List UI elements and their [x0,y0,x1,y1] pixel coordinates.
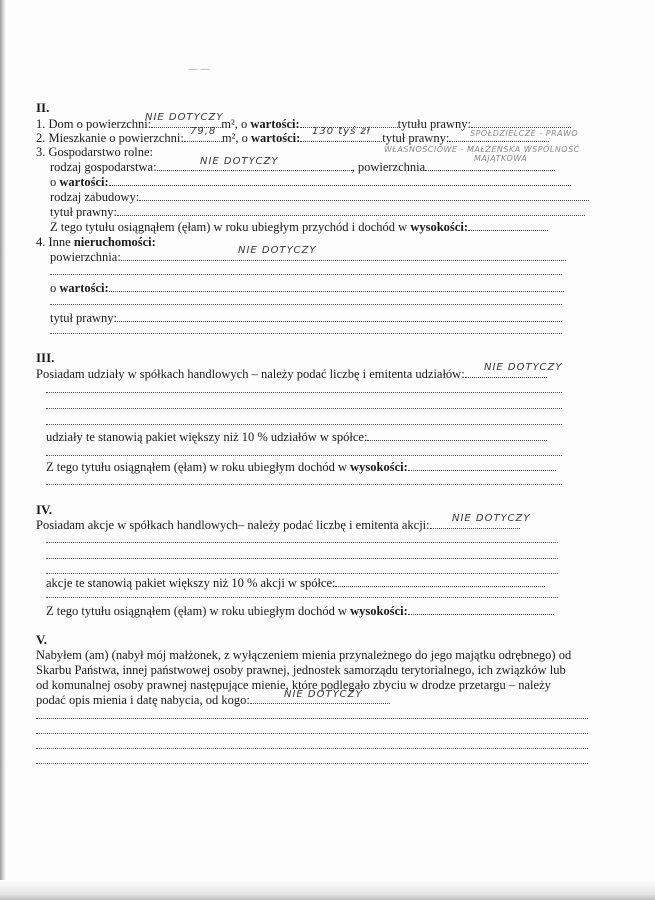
item-3-note-handwriting-2: MAJĄTKOWA [474,154,528,163]
section-iii-line-1: Posiadam udziały w spółkach handlowych – należy podać liczbę i emitenta udziałów: [36,367,547,381]
section-iv-blank-2 [46,558,558,559]
item-3-farm-type-handwriting: NIE DOTYCZY [200,156,279,167]
item-3-buildings-line [50,190,589,204]
section-ii-heading: II. [36,100,50,115]
section-iii-line-2: udziały te stanowią pakiet większy niż 10 % udziałów w spółce: [46,430,547,444]
section-iii-blank-2 [46,408,562,409]
item-4-title-line [50,311,562,325]
section-v-blank-1 [36,718,588,719]
item-3-area-label: , powierzchnia [351,160,426,174]
section-v-handwriting: NIE DOTYCZY [284,689,363,700]
section-iv-heading: IV. [36,502,53,517]
item-3-farm-type-label: rodzaj gospodarstwa: [50,160,157,174]
section-iii-blank-1 [46,392,562,393]
item-2-title-handwriting: SPÓŁDZIELCZE - PRAWO [470,129,579,138]
item-1-handwriting: NIE DOTYCZY [145,112,224,123]
item-4-handwriting: NIE DOTYCZY [238,245,317,256]
section-iii-handwriting: NIE DOTYCZY [484,362,563,373]
item-1-title-label: tytułu prawny: [397,117,471,131]
section-v-blank-4 [36,763,588,764]
section-iii-heading: III. [36,350,55,365]
item-2-value-label: wartości: [250,131,301,145]
item-3-buildings-label: rodzaj zabudowy: [50,190,140,204]
section-iv-line-2: akcje te stanowią pakiet większy niż 10 % akcji w spółce: [46,576,545,590]
section-iv-blank-3 [46,573,558,574]
item-4-value-label: wartości: [59,281,109,295]
item-3-farm-type-line [50,160,555,174]
item-4-blank-line-2 [50,304,562,305]
section-iv-line-1: Posiadam akcje w spółkach handlowych– należy podać liczbę i emitenta akcji: [36,518,520,532]
item-4-title-label: tytuł prawny: [50,311,118,325]
section-iv-income-label: wysokości: [350,604,408,618]
item-3-label: 3. Gospodarstwo rolne: [36,145,153,159]
section-iii-line-3: Z tego tytułu osiągnąłem (ęłam) w roku ubiegłym dochód w wysokości: [46,460,556,474]
section-iv-blank-4 [46,597,558,598]
section-iv-handwriting: NIE DOTYCZY [452,513,531,524]
item-3-note-handwriting-1: WŁASNOŚCIOWE - MAŁŻEŃSKA WSPÓLNOŚĆ [384,145,580,154]
item-2-title-label: tytuł prawny: [382,131,450,145]
scan-left-edge [0,0,6,900]
scan-mark: — — [188,64,210,75]
item-3-income-label: wysokości: [410,220,468,234]
item-2-value-handwriting: 130 tyś zł [312,126,371,137]
item-3-value-line: o wartości: [50,175,571,189]
section-iii-blank-5 [46,484,562,485]
item-4-value-line: o wartości: [50,281,564,295]
item-1-mid: m², o [221,117,251,131]
section-v-heading: V. [36,632,47,647]
item-3-income-line: Z tego tytułu osiągnąłem (ęłam) w roku ubiegłym przychód i dochód w wysokości: [50,220,548,234]
item-1-prefix: 1. Dom o powierzchni: [36,117,152,131]
scan-bottom-edge [0,880,655,900]
section-iii-income-label: wysokości: [350,460,408,474]
item-4-blank-line-1 [50,274,562,275]
item-2-mid: m², o [221,131,251,145]
item-1-value-label: wartości: [250,117,300,131]
section-v-blank-2 [36,733,588,734]
item-2-prefix: 2. Mieszkanie o powierzchni: [36,131,184,145]
section-v-para-4: podać opis mienia i datę nabycia, od kogo: [36,693,390,707]
section-iv-line-3: Z tego tytułu osiągnąłem (ęłam) w roku ubiegłym dochód w wysokości: [46,604,554,618]
item-4-line: 4. Inne nieruchomości: [36,235,156,249]
item-2-area-handwriting: 79,8 [190,126,217,137]
item-4-blank-line-3 [50,333,562,334]
section-iii-blank-3 [46,424,562,425]
item-4-area-label: powierzchnia: [50,250,121,264]
section-v-para-2: Skarbu Państwa, innej państwowej osoby prawnej, jednostek samorządu terytorialnego, ich związków lub [36,663,566,677]
section-v-para-1: Nabyłem (am) (nabył mój małżonek, z wyłączeniem mienia przynależnego do jego majątku odrębnego) od [36,648,572,662]
item-3-value-label: wartości: [59,175,109,189]
item-3-title-line [50,205,585,219]
section-iv-blank-1 [46,542,558,543]
section-v-para-3: od komunalnej osoby prawnej następujące mienie, które podlegało zbyciu w drodze przetargu – należy [36,678,551,692]
section-v-blank-3 [36,748,588,749]
item-3-title-label: tytuł prawny: [50,205,118,219]
item-4-label: nieruchomości: [73,235,156,249]
section-iii-blank-4 [46,455,562,456]
